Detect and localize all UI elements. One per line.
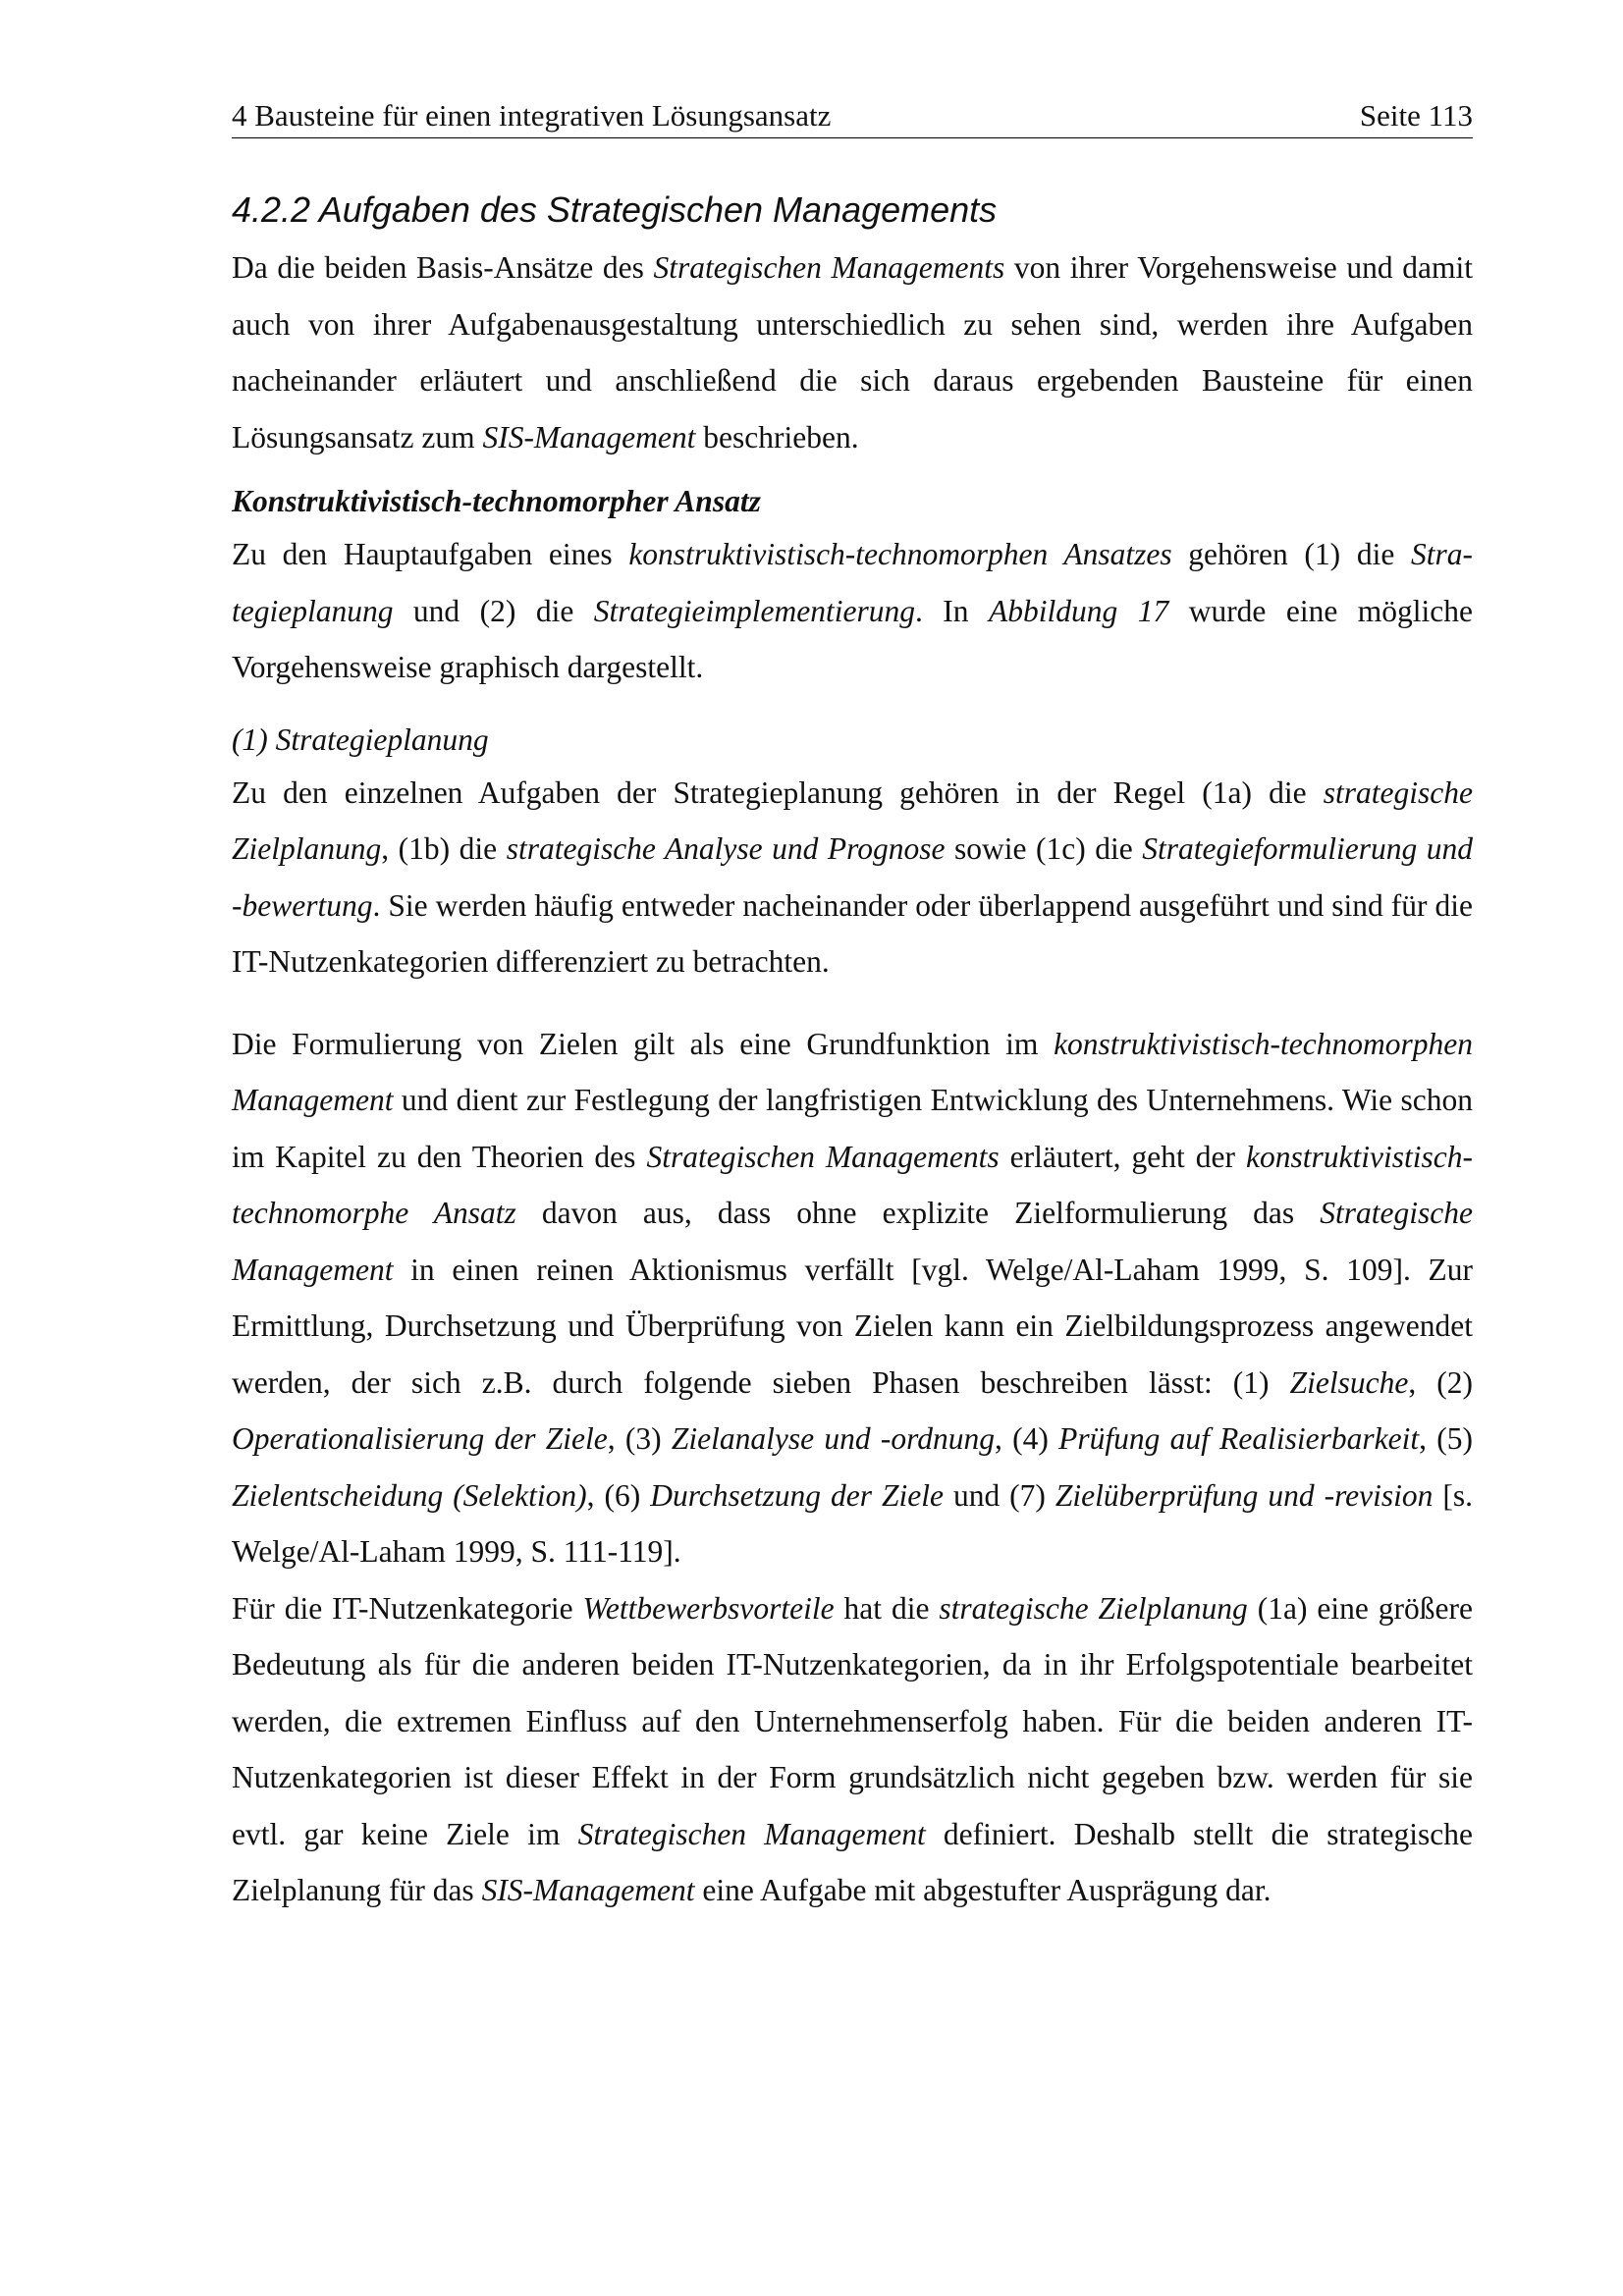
italic-term: konstruktivistisch-technomorphen Ansatzes <box>628 537 1172 571</box>
text-run: (1a) eine größere Bedeutung als für die anderen beiden IT-Nutzenkategorien, da in ihr Erfolgspotentiale bearbeitet werden, die extremen Einfluss auf den Unternehmenserfolg haben. Für die beiden anderen IT-Nutzenkategorien ist dieser Effekt in der Form grundsätzlich nicht gegeben bzw. werden für sie evtl. gar keine Ziele im <box>232 1590 1473 1851</box>
text-run: erläutert, geht der <box>999 1139 1247 1174</box>
text-run: beschrieben. <box>695 419 859 454</box>
text-run: Die Formulierung von Zielen gilt als eine Grundfunktion im <box>232 1026 1055 1061</box>
italic-term: SIS-Management <box>482 419 696 454</box>
chapter-title: 4 Bausteine für einen integrativen Lösungsansatz <box>232 98 832 133</box>
section-title: 4.2.2 Aufgaben des Strategischen Managements <box>232 189 998 230</box>
paragraph-competitive-advantage <box>232 1580 1473 1919</box>
italic-term: Strategischen Managements <box>646 1139 1000 1174</box>
text-run: sowie (1c) die <box>945 831 1143 866</box>
italic-term: strategische Zielplanung <box>939 1590 1248 1626</box>
text-run: davon aus, dass ohne explizite Zielformulierung das <box>515 1196 1321 1230</box>
italic-term: Strategieformulierung und -bewertung <box>232 831 1473 923</box>
text-run: Zu den Hauptaufgaben eines <box>232 537 629 571</box>
text-run: . In <box>914 593 990 628</box>
italic-term: SIS-Management <box>481 1873 695 1907</box>
italic-term: Strategische Management <box>232 1196 1473 1287</box>
text-run: hat die <box>834 1590 940 1626</box>
italic-term: Zielanalyse und -ordnung <box>671 1421 995 1456</box>
text-run: und (2) die <box>393 593 594 628</box>
page-number: Seite 113 <box>1359 98 1473 133</box>
subheading-approach: Konstruktivistisch-technomorpher Ansatz <box>232 484 761 518</box>
text-run: in einen reinen Aktionismus verfällt [vgl. Welge/Al-Laham 1999, S. 109]. Zur Ermittlung, Durchsetzung und Überprüfung von Zielen kann ein Zielbildungsprozess angewendet werden, der sich z.B. durch folgende sieben Phasen beschreiben lässt: (1) <box>232 1252 1473 1400</box>
italic-term: konstruktivistisch-technomorphe Ansatz <box>232 1139 1473 1230</box>
text-run: Zu den einzelnen Aufgaben der Strategieplanung gehören in der Regel (1a) die <box>232 774 1324 810</box>
text-run: , (4) <box>994 1421 1059 1456</box>
italic-term: Zielentscheidung (Selektion) <box>232 1477 587 1513</box>
paragraph-planning-tasks <box>232 765 1473 990</box>
text-run: . Sie werden häufig entweder nacheinander oder überlappend ausgeführt und sind für die IT-Nutzenkategorien differenziert zu betrachten. <box>232 887 1473 979</box>
text-run: und dient zur Festlegung der langfristigen Entwicklung des Unternehmens. Wie schon im Kapitel zu den Theorien des <box>232 1083 1473 1174</box>
italic-term: strategische Zielplanung <box>232 774 1473 866</box>
paragraph-intro <box>232 240 1473 465</box>
paragraph-main-tasks <box>232 526 1473 696</box>
italic-term: Zielüberprüfung und -revision <box>1055 1477 1434 1513</box>
italic-term: Abbildung 17 <box>989 593 1169 628</box>
italic-term: Strategieimplementierung <box>593 593 915 628</box>
italic-term: Operationalisierung der Ziele <box>232 1421 608 1456</box>
text-run: , (5) <box>1419 1421 1473 1456</box>
text-run: Für die IT-Nutzenkategorie <box>232 1590 583 1626</box>
running-header <box>232 94 1473 138</box>
italic-term: Strategischen Management <box>577 1816 926 1851</box>
italic-term: Zielsuche <box>1289 1364 1409 1400</box>
text-run: , (1b) die <box>381 831 507 866</box>
main-content <box>232 187 1473 1919</box>
text-run: [s. Welge/Al-Laham 1999, S. 111-119]. <box>232 1477 1474 1569</box>
subheading-strategy-planning: (1) Strategieplanung <box>232 721 489 757</box>
text-run: definiert. Deshalb stellt die strategische Zielplanung für das <box>232 1816 1473 1907</box>
text-run: , (3) <box>607 1421 672 1456</box>
text-run: gehören (1) die <box>1171 537 1411 571</box>
text-run: und (7) <box>943 1477 1055 1513</box>
italic-term: Strategieplanung <box>232 537 1473 628</box>
text-run: , (6) <box>586 1477 651 1513</box>
text-run: Da die beiden Basis-Ansätze des <box>232 250 654 285</box>
italic-term: Prüfung auf Realisierbarkeit <box>1058 1421 1420 1456</box>
text-run: eine Aufgabe mit abgestufter Ausprägung dar. <box>694 1873 1271 1907</box>
italic-term: Durchsetzung der Ziele <box>650 1477 944 1513</box>
italic-term: strategische Analyse und Prognose <box>506 831 946 866</box>
italic-term: konstruktivistisch-technomorphen Management <box>232 1026 1473 1117</box>
italic-term: Wettbewerbsvorteile <box>582 1590 835 1626</box>
text-run: wurde eine mögliche Vorgehensweise graphisch dargestellt. <box>232 593 1474 684</box>
text-run: von ihrer Vorgehensweise und damit auch von ihrer Aufgabenausgestaltung unterschiedlich zu sehen sind, werden ihre Aufgaben nacheinander erläutert und anschließend die sich daraus ergebenden Bausteine für einen Lösungsansatz zum <box>232 250 1473 454</box>
italic-term: Strategischen Managements <box>653 250 1005 285</box>
text-run: , (2) <box>1408 1364 1474 1400</box>
paragraph-goal-formulation <box>232 1016 1473 1580</box>
paragraph-gap <box>232 990 1473 1016</box>
